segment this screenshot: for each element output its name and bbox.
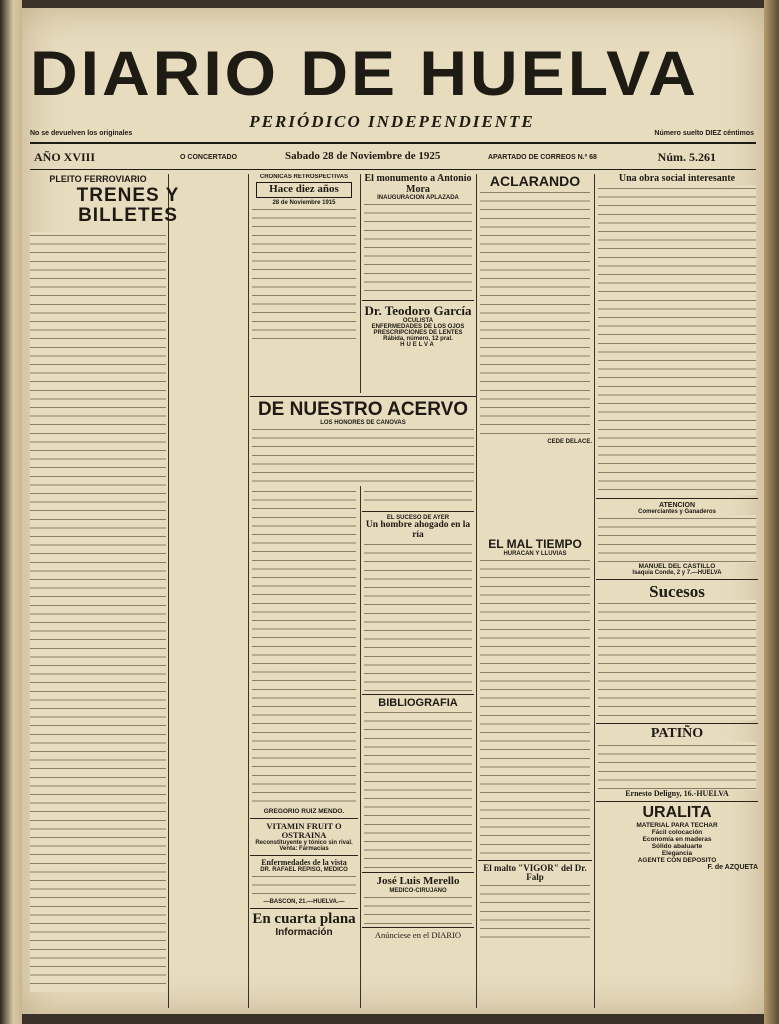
article-body [30, 232, 166, 992]
vitamin-title: VITAMIN FRUIT O OSTRAINA [266, 821, 342, 840]
article-body [252, 488, 356, 808]
acervo-section [250, 393, 476, 486]
year-label: AÑO XVIII [34, 150, 96, 164]
uralita-line: F. de AZQUETA [707, 864, 758, 872]
tiempo-body [480, 557, 590, 857]
newspaper-page [22, 8, 764, 1014]
date-label: Sabado 28 de Noviembre de 1925 [285, 150, 441, 162]
atencion-body [598, 515, 756, 563]
uralita-line: AGENTE CON DEPOSITO [637, 857, 717, 865]
article-body [598, 185, 756, 495]
binding-edge [0, 0, 22, 1024]
masthead-subtitle: PERIÓDICO INDEPENDIENTE [249, 112, 535, 131]
acervo-title: DE NUESTRO ACERVO [257, 399, 469, 420]
sucesos-title: Sucesos [649, 581, 705, 601]
concertado-label: O CONCERTADO [180, 154, 238, 161]
dateline [30, 148, 756, 168]
patino-body [598, 742, 756, 790]
ad-title: Dr. Teodoro García [364, 303, 472, 318]
merello-title: José Luis Merello [376, 875, 460, 888]
ad-sub: OCULISTA [402, 317, 434, 324]
headline: El monumento a Antonio Mora [364, 174, 472, 195]
ad-line: PRESCRIPCIONES DE LENTES [373, 329, 463, 336]
acervo-body [252, 426, 474, 486]
suceso-kicker: EL SUCESO DE AYER [386, 515, 450, 521]
headline: TRENES Y BILLETES [76, 185, 180, 226]
vitamin-line: Reconstituyente y tónico sin rival. Venta: Farmacias [255, 839, 353, 852]
cuarta-sub: Información [275, 926, 333, 938]
biblio-title: BIBLIOGRAFIA [378, 696, 458, 709]
column-trenes [28, 174, 228, 1008]
box-title: Hace diez años [256, 182, 352, 198]
cuarta-title: En cuarta plana [252, 911, 356, 928]
issue-number: Núm. 5.261 [657, 150, 716, 164]
uralita-line: Economía en maderas [642, 836, 712, 844]
subhead: INAUGURACION APLAZADA [377, 195, 459, 201]
patino-title: PATIÑO [650, 726, 704, 742]
signature: CEDE DELACE. [547, 438, 592, 445]
article-body [364, 201, 472, 297]
vigor-title: El malto "VIGOR" del Dr. Falp [483, 862, 587, 883]
column-4-lower [478, 538, 592, 942]
headline: ACLARANDO [489, 174, 581, 189]
suceso-title: Un hombre ahogado en la ría [365, 520, 471, 540]
vigor-body [480, 882, 590, 942]
kicker: PLEITO FERROVIARIO [49, 174, 147, 184]
ad-city: HUELVA [400, 341, 436, 348]
tiempo-sub: HURACAN Y LLUVIAS [503, 550, 567, 557]
column-obra-social [596, 174, 758, 1008]
apartado-label: APARTADO DE CORREOS N.º 68 [488, 154, 597, 161]
rule [30, 142, 756, 144]
uralita-line: Fácil colocación [651, 829, 703, 837]
sucesos-body [598, 600, 756, 720]
patino-name: Ernesto Deligny, 16.-HUELVA [625, 789, 729, 799]
column-2-lower [250, 488, 358, 938]
merello-body [364, 894, 472, 924]
tiempo-title: EL MAL TIEMPO [488, 537, 582, 551]
suceso-body [364, 541, 472, 691]
merello-sub: MEDICO-CIRUJANO [389, 888, 447, 895]
uralita-title: URALITA [642, 804, 712, 822]
vista-sign: —BASCON, 21.—HUELVA.— [263, 899, 345, 906]
signature: GREGORIO RUIZ MENDO. [263, 808, 345, 815]
column-3-lower [362, 488, 474, 940]
page-edge [764, 0, 779, 1024]
kicker: CRONICAS RETROSPECTIVAS [259, 174, 349, 180]
atencion-name: MANUEL DEL CASTILLO [638, 562, 716, 570]
ad-line: ENFERMEDADES DE LOS OJOS [371, 323, 465, 330]
article-body [252, 206, 356, 346]
acervo-sub: LOS HONORES DE CANOVAS [320, 419, 406, 426]
biblio-body [364, 709, 472, 869]
vista-title: Enfermedades de la vista [261, 857, 347, 867]
anuncie-text: Anúnciese en el DIARIO [374, 930, 462, 941]
uralita-line: Sólido abaluarte [651, 843, 703, 851]
atencion-title: ATENCION [658, 501, 696, 509]
date-sub: 28 de Noviembre 1915 [272, 199, 336, 206]
rule [30, 169, 756, 170]
headline: Una obra social interesante [618, 174, 736, 184]
atencion-sub: Comerciantes y Ganaderos [638, 508, 716, 515]
uralita-line: Elegancia [661, 850, 693, 858]
masthead-right-note: Número suelto DIEZ céntimos [654, 130, 754, 137]
masthead-title: DIARIO DE HUELVA [30, 37, 699, 109]
vista-body [252, 873, 356, 899]
vista-doctor: DR. RAFAEL REPISO, MEDICO [260, 867, 348, 874]
masthead-left-note: No se devuelven los originales [30, 130, 133, 137]
atencion-addr: Isaquia Conde, 2 y 7.—HUELVA [632, 569, 722, 576]
ad-line: Rábida, número, 12 pral. [383, 335, 453, 342]
article-body [480, 189, 590, 439]
uralita-line: MATERIAL PARA TECHAR [636, 822, 718, 830]
